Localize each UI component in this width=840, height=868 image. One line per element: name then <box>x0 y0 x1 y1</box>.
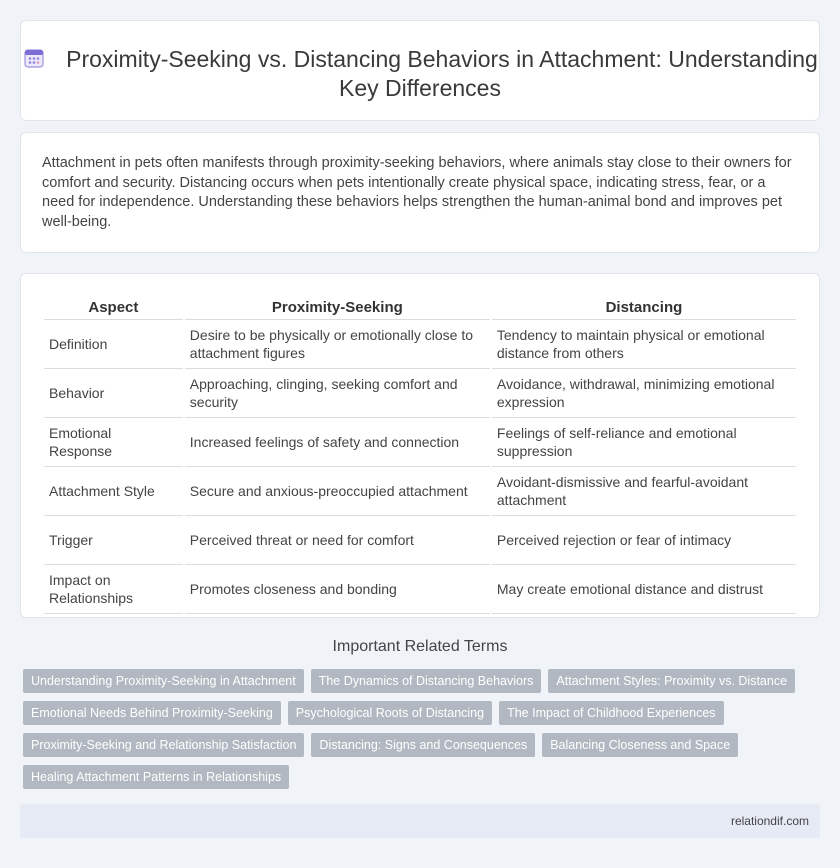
related-term-tag[interactable]: Emotional Needs Behind Proximity-Seeking <box>23 701 281 725</box>
proximity-cell: Increased feelings of safety and connection <box>185 418 490 467</box>
distancing-cell: Perceived rejection or fear of intimacy <box>492 516 796 565</box>
table-row <box>44 369 796 418</box>
aspect-cell: Attachment Style <box>44 467 183 516</box>
related-term-tag[interactable]: Distancing: Signs and Consequences <box>311 733 535 757</box>
related-term-tag[interactable]: Psychological Roots of Distancing <box>288 701 492 725</box>
intro-card <box>20 132 820 253</box>
page-title <box>21 45 819 103</box>
related-term-tag[interactable]: The Impact of Childhood Experiences <box>499 701 723 725</box>
table-row <box>44 565 796 614</box>
related-term-tag[interactable]: Attachment Styles: Proximity vs. Distance <box>548 669 795 693</box>
footer-site-link[interactable]: relationdif.com <box>730 814 809 828</box>
aspect-cell: Behavior <box>44 369 183 418</box>
header-proximity-seeking: Proximity-Seeking <box>185 296 490 320</box>
proximity-cell: Promotes closeness and bonding <box>185 565 490 614</box>
distancing-cell: Tendency to maintain physical or emotional distance from others <box>492 320 796 369</box>
proximity-cell: Approaching, clinging, seeking comfort and security <box>185 369 490 418</box>
related-term-tag[interactable]: Understanding Proximity-Seeking in Attachment <box>23 669 304 693</box>
footer <box>20 804 820 838</box>
aspect-cell: Trigger <box>44 516 183 565</box>
distancing-cell: Avoidance, withdrawal, minimizing emotional expression <box>492 369 796 418</box>
aspect-cell: Emotional Response <box>44 418 183 467</box>
table-row <box>44 467 796 516</box>
distancing-cell: Feelings of self-reliance and emotional suppression <box>492 418 796 467</box>
header-aspect: Aspect <box>44 296 183 320</box>
page-title-text: Proximity-Seeking vs. Distancing Behaviors in Attachment: Understanding Key Differences <box>66 46 818 101</box>
header-distancing: Distancing <box>492 296 796 320</box>
distancing-cell: May create emotional distance and distrust <box>492 565 796 614</box>
table-header-row <box>44 296 796 320</box>
table-row <box>44 418 796 467</box>
related-terms-list <box>23 669 813 789</box>
related-term-tag[interactable]: Balancing Closeness and Space <box>542 733 738 757</box>
header-card <box>20 20 820 121</box>
proximity-cell: Perceived threat or need for comfort <box>185 516 490 565</box>
comparison-table <box>42 296 798 614</box>
table-row <box>44 516 796 565</box>
title-wrap <box>21 45 819 103</box>
related-term-tag[interactable]: Proximity-Seeking and Relationship Satisfaction <box>23 733 304 757</box>
aspect-cell: Definition <box>44 320 183 369</box>
related-term-tag[interactable]: Healing Attachment Patterns in Relationships <box>23 765 289 789</box>
intro-paragraph: Attachment in pets often manifests through proximity-seeking behaviors, where animals stay close to their owners for comfort and security. Distancing occurs when pets intentionally create physical space, indicating stress, fear, or a need for independence. Understanding these behaviors helps strengthen the human-animal bond and improves pet well-being. <box>42 155 792 230</box>
proximity-cell: Secure and anxious-preoccupied attachment <box>185 467 490 516</box>
related-term-tag[interactable]: The Dynamics of Distancing Behaviors <box>311 669 542 693</box>
distancing-cell: Avoidant-dismissive and fearful-avoidant attachment <box>492 467 796 516</box>
table-row <box>44 320 796 369</box>
proximity-cell: Desire to be physically or emotionally close to attachment figures <box>185 320 490 369</box>
aspect-cell: Impact on Relationships <box>44 565 183 614</box>
related-terms-title: Important Related Terms <box>332 638 508 655</box>
comparison-card <box>20 273 820 618</box>
calendar-grid-icon <box>22 46 46 70</box>
